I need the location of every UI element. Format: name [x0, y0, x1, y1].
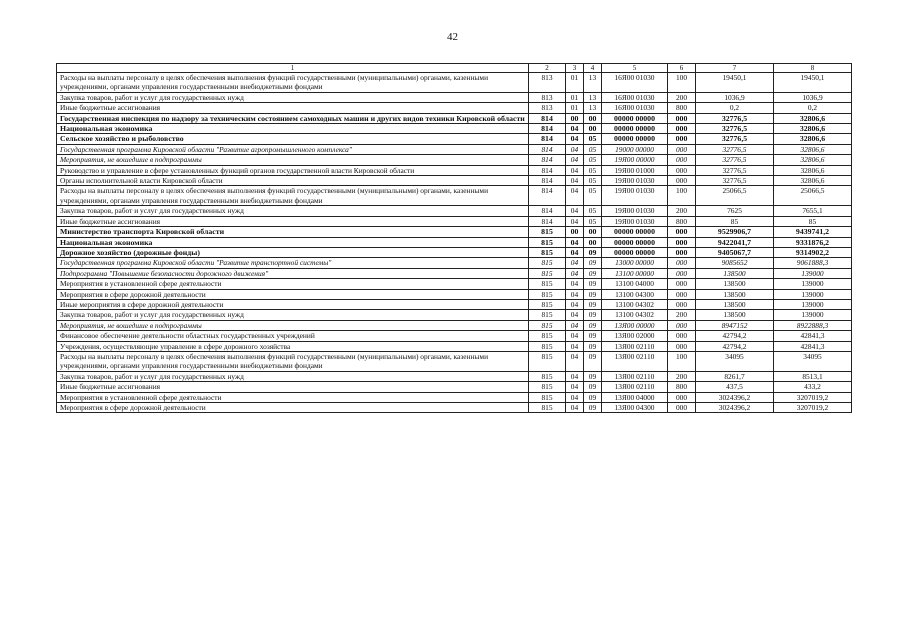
cell-subsection-code: 09 — [584, 289, 602, 299]
cell-ministry-code: 814 — [529, 206, 566, 216]
cell-amount-year-2: 139000 — [774, 299, 852, 309]
cell-expense-type: 200 — [668, 310, 696, 320]
cell-subsection-code: 00 — [584, 227, 602, 237]
cell-target-article: 13Я00 02000 — [602, 331, 668, 341]
cell-expense-type: 000 — [668, 331, 696, 341]
cell-name: Финансовое обеспечение деятельности областных государственных учреждений — [57, 331, 529, 341]
cell-expense-type: 100 — [668, 351, 696, 371]
cell-amount-year-1: 32776,5 — [696, 144, 774, 154]
cell-amount-year-1: 138500 — [696, 289, 774, 299]
cell-expense-type: 000 — [668, 144, 696, 154]
cell-section-code: 04 — [566, 258, 584, 268]
cell-section-code: 04 — [566, 206, 584, 216]
cell-subsection-code: 09 — [584, 258, 602, 268]
cell-section-code: 04 — [566, 155, 584, 165]
cell-target-article: 13100 04302 — [602, 310, 668, 320]
cell-expense-type: 000 — [668, 392, 696, 402]
table-row — [57, 144, 852, 154]
cell-target-article: 16Я00 01030 — [602, 73, 668, 93]
cell-target-article: 00000 00000 — [602, 237, 668, 247]
cell-subsection-code: 13 — [584, 92, 602, 102]
cell-subsection-code: 09 — [584, 279, 602, 289]
cell-section-code: 04 — [566, 247, 584, 257]
cell-target-article: 13Я00 00000 — [602, 320, 668, 330]
cell-amount-year-2: 8513,1 — [774, 371, 852, 381]
cell-name: Расходы на выплаты персоналу в целях обеспечения выполнения функций государственными (муниципальными) органами, казенными учреждениями, органами управления государственными внебюджетными фондами — [57, 351, 529, 371]
cell-ministry-code: 814 — [529, 124, 566, 134]
cell-section-code: 01 — [566, 103, 584, 113]
cell-expense-type: 000 — [668, 113, 696, 123]
cell-amount-year-1: 138500 — [696, 299, 774, 309]
cell-target-article: 00000 00000 — [602, 134, 668, 144]
cell-amount-year-1: 9529906,7 — [696, 227, 774, 237]
cell-subsection-code: 09 — [584, 403, 602, 413]
cell-ministry-code: 815 — [529, 258, 566, 268]
cell-expense-type: 000 — [668, 124, 696, 134]
column-number-6: 6 — [668, 64, 696, 73]
cell-expense-type: 000 — [668, 237, 696, 247]
table-row — [57, 176, 852, 186]
cell-amount-year-1: 3024396,2 — [696, 392, 774, 402]
column-number-5: 5 — [602, 64, 668, 73]
cell-subsection-code: 05 — [584, 144, 602, 154]
cell-amount-year-2: 32806,6 — [774, 165, 852, 175]
cell-section-code: 00 — [566, 113, 584, 123]
cell-name: Национальная экономика — [57, 124, 529, 134]
cell-expense-type: 000 — [668, 299, 696, 309]
cell-amount-year-1: 19450,1 — [696, 73, 774, 93]
cell-subsection-code: 09 — [584, 392, 602, 402]
cell-expense-type: 000 — [668, 134, 696, 144]
cell-target-article: 00000 00000 — [602, 247, 668, 257]
cell-ministry-code: 814 — [529, 113, 566, 123]
cell-amount-year-2: 32806,6 — [774, 144, 852, 154]
table-row — [57, 113, 852, 123]
cell-target-article: 13Я00 04000 — [602, 392, 668, 402]
cell-name: Руководство и управление в сфере установленных функций органов государственной власти Кировской области — [57, 165, 529, 175]
cell-section-code: 01 — [566, 92, 584, 102]
cell-expense-type: 000 — [668, 289, 696, 299]
cell-name: Иные бюджетные ассигнования — [57, 216, 529, 226]
cell-ministry-code: 815 — [529, 341, 566, 351]
table-row — [57, 237, 852, 247]
cell-name: Дорожное хозяйство (дорожные фонды) — [57, 247, 529, 257]
cell-name: Государственная программа Кировской области "Развитие транспортной системы" — [57, 258, 529, 268]
cell-ministry-code: 814 — [529, 155, 566, 165]
cell-amount-year-1: 9422041,7 — [696, 237, 774, 247]
budget-table — [56, 63, 852, 413]
cell-amount-year-2: 8922888,3 — [774, 320, 852, 330]
cell-amount-year-2: 3207019,2 — [774, 392, 852, 402]
table-row — [57, 73, 852, 93]
cell-section-code: 00 — [566, 227, 584, 237]
cell-expense-type: 000 — [668, 403, 696, 413]
cell-expense-type: 000 — [668, 176, 696, 186]
cell-section-code: 04 — [566, 403, 584, 413]
cell-target-article: 19Я00 01030 — [602, 186, 668, 206]
cell-target-article: 13100 04302 — [602, 299, 668, 309]
cell-subsection-code: 09 — [584, 331, 602, 341]
table-row — [57, 331, 852, 341]
cell-amount-year-1: 138500 — [696, 279, 774, 289]
cell-amount-year-2: 139000 — [774, 279, 852, 289]
cell-expense-type: 000 — [668, 279, 696, 289]
cell-name: Сельское хозяйство и рыболовство — [57, 134, 529, 144]
cell-ministry-code: 815 — [529, 351, 566, 371]
cell-name: Закупка товаров, работ и услуг для государственных нужд — [57, 92, 529, 102]
cell-subsection-code: 05 — [584, 206, 602, 216]
cell-amount-year-1: 8261,7 — [696, 371, 774, 381]
cell-expense-type: 100 — [668, 186, 696, 206]
cell-section-code: 04 — [566, 216, 584, 226]
cell-amount-year-1: 8947152 — [696, 320, 774, 330]
column-number-7: 7 — [696, 64, 774, 73]
cell-ministry-code: 815 — [529, 237, 566, 247]
table-body — [57, 64, 852, 413]
table-row — [57, 258, 852, 268]
table-row — [57, 124, 852, 134]
cell-name: Закупка товаров, работ и услуг для государственных нужд — [57, 310, 529, 320]
cell-ministry-code: 813 — [529, 73, 566, 93]
table-row — [57, 341, 852, 351]
cell-amount-year-2: 9439741,2 — [774, 227, 852, 237]
cell-amount-year-1: 32776,5 — [696, 176, 774, 186]
cell-amount-year-2: 42841,3 — [774, 341, 852, 351]
cell-expense-type: 000 — [668, 320, 696, 330]
cell-amount-year-2: 433,2 — [774, 382, 852, 392]
cell-expense-type: 800 — [668, 382, 696, 392]
cell-section-code: 04 — [566, 268, 584, 278]
cell-ministry-code: 815 — [529, 382, 566, 392]
cell-amount-year-2: 139000 — [774, 289, 852, 299]
cell-section-code: 04 — [566, 165, 584, 175]
cell-name: Государственная программа Кировской области "Развитие агропромышленного комплекса" — [57, 144, 529, 154]
cell-ministry-code: 815 — [529, 310, 566, 320]
cell-section-code: 04 — [566, 124, 584, 134]
cell-subsection-code: 05 — [584, 186, 602, 206]
table-row — [57, 206, 852, 216]
cell-section-code: 04 — [566, 289, 584, 299]
cell-amount-year-1: 3024396,2 — [696, 403, 774, 413]
cell-name: Иные мероприятия в сфере дорожной деятельности — [57, 299, 529, 309]
cell-ministry-code: 814 — [529, 176, 566, 186]
table-row — [57, 92, 852, 102]
cell-amount-year-2: 9061888,3 — [774, 258, 852, 268]
cell-name: Закупка товаров, работ и услуг для государственных нужд — [57, 206, 529, 216]
table-row — [57, 216, 852, 226]
cell-target-article: 19Я00 01030 — [602, 206, 668, 216]
cell-subsection-code: 05 — [584, 176, 602, 186]
cell-amount-year-1: 85 — [696, 216, 774, 226]
cell-ministry-code: 814 — [529, 134, 566, 144]
cell-amount-year-2: 7655,1 — [774, 206, 852, 216]
table-row — [57, 279, 852, 289]
cell-amount-year-1: 437,5 — [696, 382, 774, 392]
cell-subsection-code: 09 — [584, 320, 602, 330]
table-row — [57, 165, 852, 175]
cell-expense-type: 800 — [668, 103, 696, 113]
cell-target-article: 19000 00000 — [602, 144, 668, 154]
cell-expense-type: 000 — [668, 258, 696, 268]
cell-ministry-code: 814 — [529, 216, 566, 226]
cell-name: Государственная инспекция по надзору за техническим состоянием самоходных машин и других видов техники Кировской области — [57, 113, 529, 123]
cell-amount-year-1: 7625 — [696, 206, 774, 216]
cell-target-article: 13000 00000 — [602, 258, 668, 268]
table-row — [57, 103, 852, 113]
cell-section-code: 04 — [566, 310, 584, 320]
cell-expense-type: 000 — [668, 247, 696, 257]
cell-expense-type: 000 — [668, 341, 696, 351]
cell-section-code: 04 — [566, 371, 584, 381]
cell-expense-type: 200 — [668, 371, 696, 381]
cell-amount-year-1: 0,2 — [696, 103, 774, 113]
cell-target-article: 00000 00000 — [602, 124, 668, 134]
table-row — [57, 227, 852, 237]
cell-target-article: 19Я00 01030 — [602, 176, 668, 186]
cell-amount-year-1: 138500 — [696, 268, 774, 278]
cell-ministry-code: 814 — [529, 165, 566, 175]
cell-section-code: 04 — [566, 331, 584, 341]
table-row — [57, 289, 852, 299]
cell-subsection-code: 05 — [584, 216, 602, 226]
cell-amount-year-1: 138500 — [696, 310, 774, 320]
cell-subsection-code: 00 — [584, 237, 602, 247]
cell-name: Мероприятия в сфере дорожной деятельности — [57, 289, 529, 299]
cell-amount-year-2: 32806,6 — [774, 155, 852, 165]
cell-name: Мероприятия в сфере дорожной деятельности — [57, 403, 529, 413]
cell-section-code: 04 — [566, 351, 584, 371]
cell-target-article: 13Я00 04300 — [602, 403, 668, 413]
cell-amount-year-2: 32806,6 — [774, 134, 852, 144]
cell-name: Мероприятия в установленной сфере деятельности — [57, 279, 529, 289]
cell-target-article: 00000 00000 — [602, 113, 668, 123]
table-row — [57, 155, 852, 165]
cell-amount-year-2: 42841,3 — [774, 331, 852, 341]
cell-expense-type: 000 — [668, 155, 696, 165]
cell-subsection-code: 00 — [584, 113, 602, 123]
cell-ministry-code: 815 — [529, 289, 566, 299]
cell-name: Иные бюджетные ассигнования — [57, 382, 529, 392]
cell-target-article: 13100 04300 — [602, 289, 668, 299]
cell-subsection-code: 05 — [584, 134, 602, 144]
header-row — [57, 64, 852, 73]
cell-target-article: 13100 04000 — [602, 279, 668, 289]
cell-amount-year-2: 32806,6 — [774, 124, 852, 134]
cell-ministry-code: 815 — [529, 227, 566, 237]
table-row — [57, 186, 852, 206]
cell-ministry-code: 815 — [529, 403, 566, 413]
table-row — [57, 351, 852, 371]
cell-amount-year-1: 32776,5 — [696, 155, 774, 165]
cell-expense-type: 800 — [668, 216, 696, 226]
cell-amount-year-1: 9085652 — [696, 258, 774, 268]
cell-subsection-code: 09 — [584, 371, 602, 381]
cell-amount-year-2: 32806,6 — [774, 176, 852, 186]
cell-section-code: 04 — [566, 186, 584, 206]
cell-name: Национальная экономика — [57, 237, 529, 247]
cell-target-article: 13Я00 02110 — [602, 341, 668, 351]
table-row — [57, 268, 852, 278]
cell-amount-year-1: 32776,5 — [696, 134, 774, 144]
cell-expense-type: 200 — [668, 206, 696, 216]
cell-name: Иные бюджетные ассигнования — [57, 103, 529, 113]
cell-amount-year-1: 42794,2 — [696, 341, 774, 351]
cell-subsection-code: 05 — [584, 165, 602, 175]
cell-amount-year-1: 32776,5 — [696, 124, 774, 134]
cell-section-code: 04 — [566, 176, 584, 186]
table-row — [57, 299, 852, 309]
cell-amount-year-2: 85 — [774, 216, 852, 226]
cell-amount-year-1: 42794,2 — [696, 331, 774, 341]
cell-expense-type: 100 — [668, 73, 696, 93]
cell-expense-type: 200 — [668, 92, 696, 102]
cell-section-code: 04 — [566, 279, 584, 289]
cell-subsection-code: 00 — [584, 124, 602, 134]
cell-name: Закупка товаров, работ и услуг для государственных нужд — [57, 371, 529, 381]
cell-expense-type: 000 — [668, 165, 696, 175]
cell-amount-year-1: 9405067,7 — [696, 247, 774, 257]
cell-target-article: 16Я00 01030 — [602, 92, 668, 102]
cell-section-code: 04 — [566, 320, 584, 330]
cell-amount-year-2: 32806,6 — [774, 113, 852, 123]
column-number-3: 3 — [566, 64, 584, 73]
table-row — [57, 403, 852, 413]
cell-target-article: 19Я00 01030 — [602, 216, 668, 226]
cell-target-article: 16Я00 01030 — [602, 103, 668, 113]
cell-amount-year-1: 1036,9 — [696, 92, 774, 102]
cell-target-article: 00000 00000 — [602, 227, 668, 237]
cell-amount-year-2: 3207019,2 — [774, 403, 852, 413]
cell-name: Подпрограмма "Повышение безопасности дорожного движения" — [57, 268, 529, 278]
cell-name: Расходы на выплаты персоналу в целях обеспечения выполнения функций государственными (муниципальными) органами, казенными учреждениями, органами управления государственными внебюджетными фондами — [57, 73, 529, 93]
cell-section-code: 04 — [566, 299, 584, 309]
table-row — [57, 310, 852, 320]
cell-ministry-code: 815 — [529, 279, 566, 289]
cell-amount-year-2: 1036,9 — [774, 92, 852, 102]
cell-name: Органы исполнительной власти Кировской области — [57, 176, 529, 186]
cell-section-code: 01 — [566, 73, 584, 93]
cell-ministry-code: 813 — [529, 103, 566, 113]
cell-expense-type: 000 — [668, 268, 696, 278]
cell-subsection-code: 09 — [584, 268, 602, 278]
cell-subsection-code: 09 — [584, 299, 602, 309]
table-row — [57, 320, 852, 330]
cell-amount-year-2: 139000 — [774, 310, 852, 320]
cell-name: Мероприятия в установленной сфере деятельности — [57, 392, 529, 402]
cell-target-article: 13Я00 02110 — [602, 371, 668, 381]
cell-amount-year-2: 9314902,2 — [774, 247, 852, 257]
cell-ministry-code: 814 — [529, 186, 566, 206]
cell-ministry-code: 813 — [529, 92, 566, 102]
column-number-8: 8 — [774, 64, 852, 73]
cell-name: Учреждения, осуществляющие управление в сфере дорожного хозяйства — [57, 341, 529, 351]
cell-amount-year-2: 0,2 — [774, 103, 852, 113]
cell-amount-year-2: 34095 — [774, 351, 852, 371]
column-number-4: 4 — [584, 64, 602, 73]
cell-target-article: 13100 00000 — [602, 268, 668, 278]
cell-ministry-code: 815 — [529, 299, 566, 309]
cell-amount-year-2: 25066,5 — [774, 186, 852, 206]
cell-subsection-code: 09 — [584, 310, 602, 320]
page-number: 42 — [447, 31, 458, 43]
cell-expense-type: 000 — [668, 227, 696, 237]
column-number-1: 1 — [57, 64, 529, 73]
cell-name: Мероприятия, не вошедшие в подпрограммы — [57, 320, 529, 330]
cell-amount-year-1: 32776,5 — [696, 165, 774, 175]
cell-subsection-code: 05 — [584, 155, 602, 165]
cell-ministry-code: 814 — [529, 144, 566, 154]
cell-target-article: 13Я00 02110 — [602, 351, 668, 371]
cell-section-code: 04 — [566, 134, 584, 144]
cell-section-code: 04 — [566, 237, 584, 247]
cell-section-code: 04 — [566, 341, 584, 351]
cell-amount-year-1: 25066,5 — [696, 186, 774, 206]
cell-ministry-code: 815 — [529, 268, 566, 278]
cell-subsection-code: 09 — [584, 341, 602, 351]
cell-amount-year-2: 9331876,2 — [774, 237, 852, 247]
cell-section-code: 04 — [566, 144, 584, 154]
column-number-2: 2 — [529, 64, 566, 73]
cell-subsection-code: 13 — [584, 103, 602, 113]
cell-section-code: 04 — [566, 392, 584, 402]
cell-ministry-code: 815 — [529, 371, 566, 381]
cell-subsection-code: 09 — [584, 247, 602, 257]
table-row — [57, 247, 852, 257]
table-row — [57, 382, 852, 392]
cell-target-article: 13Я00 02110 — [602, 382, 668, 392]
cell-amount-year-1: 32776,5 — [696, 113, 774, 123]
cell-subsection-code: 09 — [584, 351, 602, 371]
table-row — [57, 371, 852, 381]
cell-name: Министерство транспорта Кировской области — [57, 227, 529, 237]
cell-ministry-code: 815 — [529, 320, 566, 330]
cell-amount-year-1: 34095 — [696, 351, 774, 371]
cell-target-article: 19Я00 01000 — [602, 165, 668, 175]
cell-target-article: 19Я00 00000 — [602, 155, 668, 165]
cell-amount-year-2: 139000 — [774, 268, 852, 278]
cell-name: Расходы на выплаты персоналу в целях обеспечения выполнения функций государственными (муниципальными) органами, казенными учреждениями, органами управления государственными внебюджетными фондами — [57, 186, 529, 206]
cell-ministry-code: 815 — [529, 392, 566, 402]
cell-subsection-code: 09 — [584, 382, 602, 392]
cell-subsection-code: 13 — [584, 73, 602, 93]
cell-ministry-code: 815 — [529, 331, 566, 341]
cell-section-code: 04 — [566, 382, 584, 392]
cell-name: Мероприятия, не вошедшие в подпрограммы — [57, 155, 529, 165]
cell-amount-year-2: 19450,1 — [774, 73, 852, 93]
table-row — [57, 134, 852, 144]
cell-ministry-code: 815 — [529, 247, 566, 257]
table-row — [57, 392, 852, 402]
